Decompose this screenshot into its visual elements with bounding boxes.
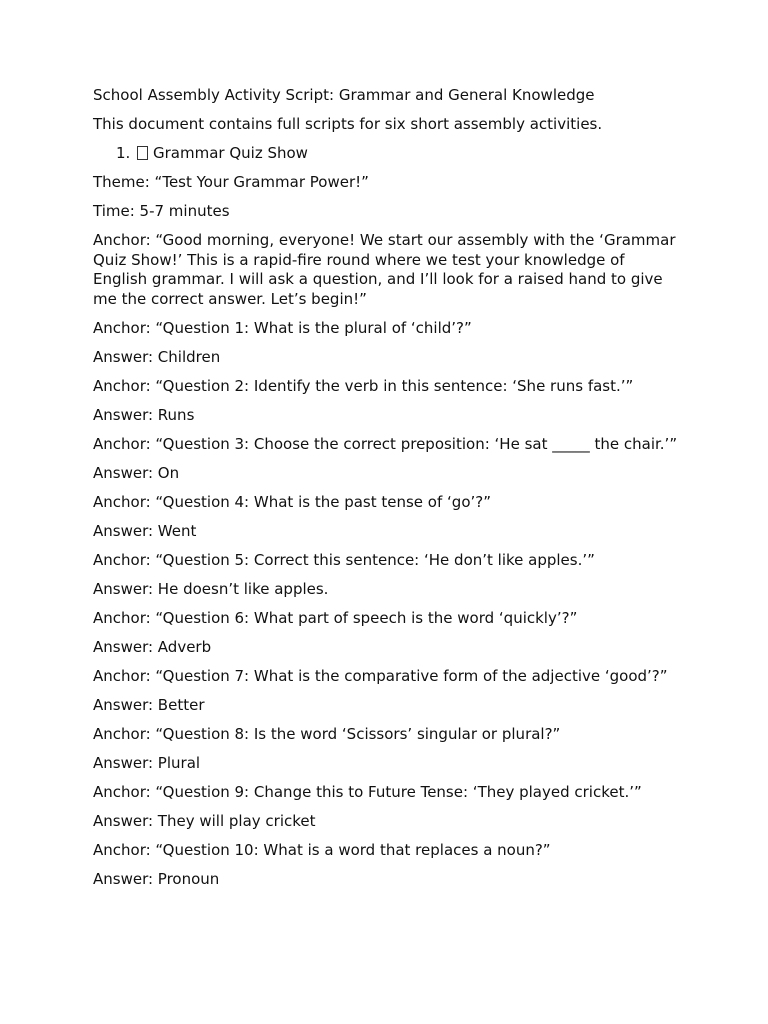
activity-number: 1. (116, 144, 131, 162)
document-page (93, 86, 683, 899)
answer: Answer: Went (93, 521, 197, 540)
missing-glyph-icon (137, 146, 148, 160)
answer: Answer: Better (93, 695, 205, 714)
document-intro: This document contains full scripts for six short assembly activities. (93, 115, 603, 133)
answer: Answer: Pronoun (93, 869, 220, 888)
anchor-question: Anchor: “Question 4: What is the past tense of ‘go’?” (93, 492, 491, 511)
activity-theme: Theme: “Test Your Grammar Power!” (93, 173, 369, 191)
activity-heading (93, 144, 683, 164)
anchor-question: Anchor: “Question 3: Choose the correct preposition: ‘He sat _____ the chair.’” (93, 434, 678, 453)
anchor-question: Anchor: “Question 7: What is the comparative form of the adjective ‘good’?” (93, 666, 668, 685)
answer: Answer: Runs (93, 405, 195, 424)
anchor-question: Anchor: “Question 10: What is a word that replaces a noun?” (93, 840, 551, 859)
anchor-question: Anchor: “Question 2: Identify the verb in this sentence: ‘She runs fast.’” (93, 376, 634, 395)
anchor-question: Anchor: “Question 5: Correct this sentence: ‘He don’t like apples.’” (93, 550, 595, 569)
answer: Answer: Plural (93, 753, 201, 772)
anchor-question: Anchor: “Question 6: What part of speech is the word ‘quickly’?” (93, 608, 578, 627)
answer: Answer: Children (93, 347, 221, 366)
answer: Answer: They will play cricket (93, 811, 316, 830)
activity-heading-label: Grammar Quiz Show (153, 144, 308, 162)
answer: Answer: Adverb (93, 637, 212, 656)
answer: Answer: On (93, 463, 180, 482)
answer: Answer: He doesn’t like apples. (93, 579, 329, 598)
anchor-opening: Anchor: “Good morning, everyone! We start our assembly with the ‘Grammar Quiz Show!’ This is a rapid-fire round where we test your knowledge of English grammar. I will ask a question, and I’ll look for a raised hand to give me the correct answer. Let’s begin!” (93, 231, 676, 308)
anchor-question: Anchor: “Question 9: Change this to Future Tense: ‘They played cricket.’” (93, 782, 642, 801)
anchor-question: Anchor: “Question 8: Is the word ‘Scissors’ singular or plural?” (93, 724, 561, 743)
activity-time: Time: 5-7 minutes (93, 202, 230, 220)
anchor-question: Anchor: “Question 1: What is the plural of ‘child’?” (93, 318, 472, 337)
document-title: School Assembly Activity Script: Grammar and General Knowledge (93, 86, 595, 104)
